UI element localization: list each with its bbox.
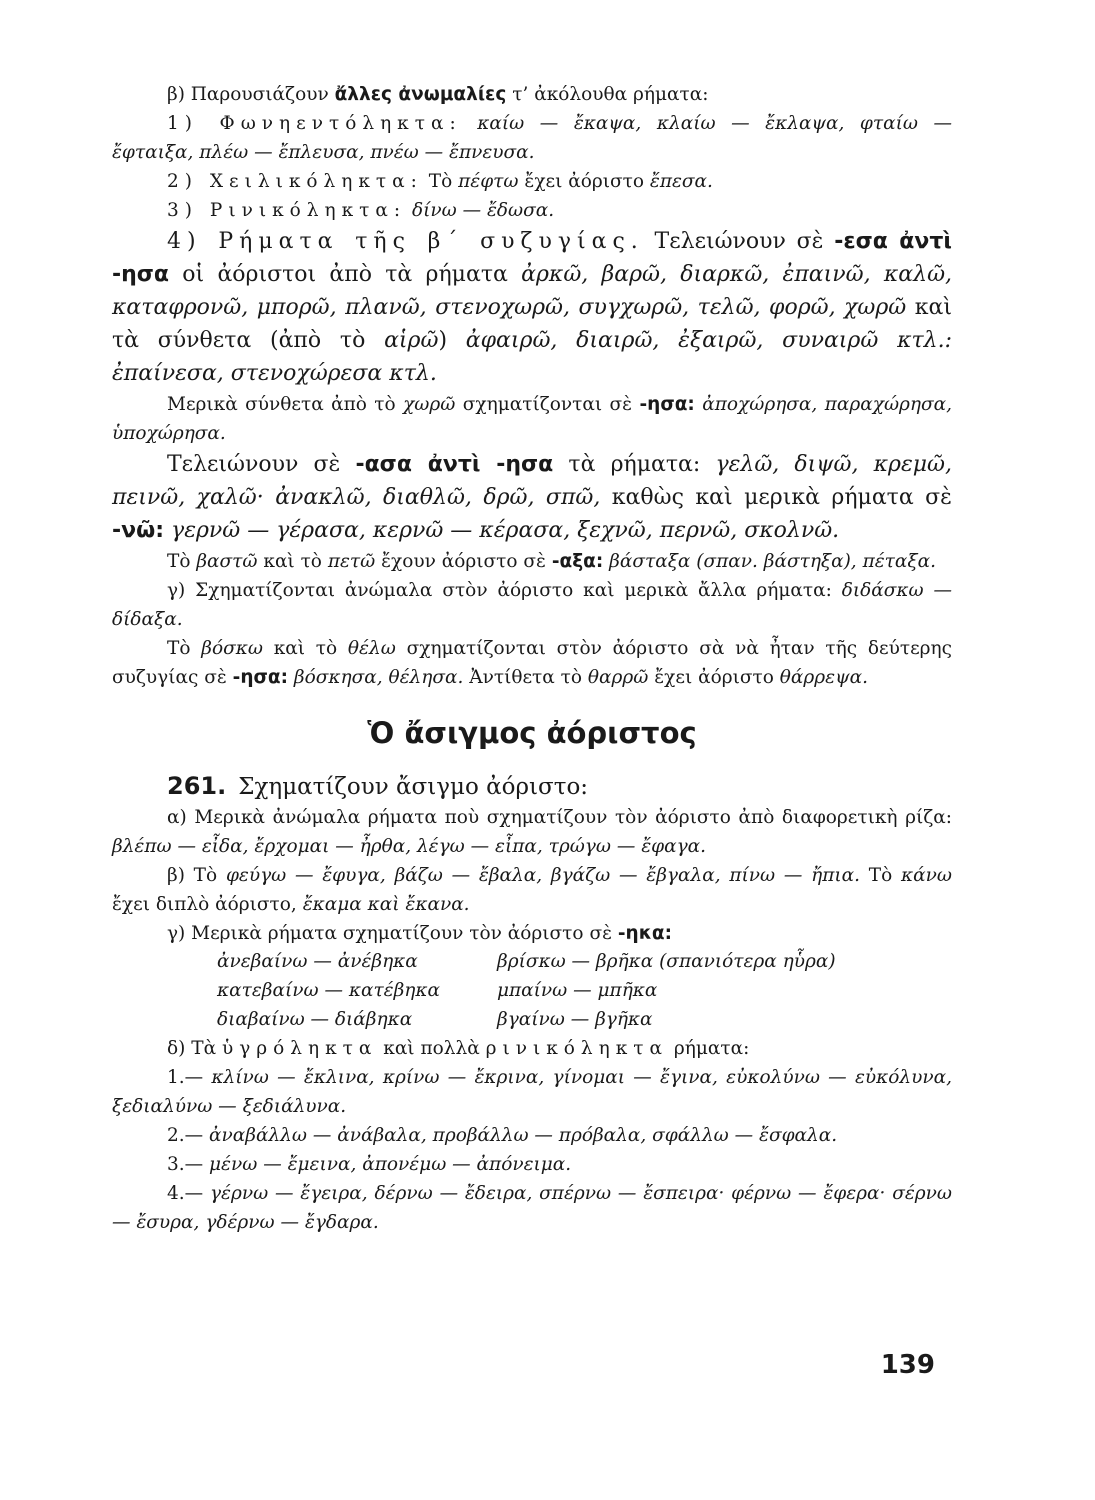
examples: κλίνω — ἔκλινα, κρίνω — ἔκρινα, γίνομαι — ἔγινα, εὐκολύνω — εὐκόλυνα, ξεδιαλύνω — ξεδιάλυνα. <box>112 1067 952 1117</box>
asa-paragraph <box>112 448 952 547</box>
pair-cell: βρίσκω — βρῆκα (σπανιότερα ηὗρα) <box>497 951 836 972</box>
list-number: 1.— <box>167 1067 204 1088</box>
section-261-title <box>112 772 952 803</box>
examples: βάσταξα (σπαν. βάστηξα), πέταξα. <box>603 551 936 572</box>
beta-item-4 <box>112 225 952 390</box>
beta-item-3 <box>112 196 952 225</box>
list-number: 4.— <box>167 1183 204 1204</box>
examples: βλέπω — εἶδα, ἔρχομαι — ἦρθα, λέγω — εἶπα, τρώγω — ἔφαγα. <box>112 836 707 857</box>
text: καὶ τὸ <box>262 638 348 659</box>
text: δ) Τὰ <box>167 1038 222 1059</box>
pair-cell: ἀνεβαίνω — ἀνέβηκα <box>217 951 418 972</box>
text: γ) Σχηματίζονται ἀνώμαλα στὸν ἀόριστο καὶ μερικὰ ἄλλα ρήματα: <box>167 580 842 601</box>
text: Τὸ <box>860 865 902 886</box>
item-heading: 3) Ρινικόληκτα: <box>167 200 407 221</box>
delta-list-2 <box>112 1121 952 1150</box>
text: Τὸ <box>167 638 202 659</box>
examples: μένω — ἔμεινα, ἀπονέμω — ἀπόνειμα. <box>203 1154 572 1175</box>
example: κάνω <box>901 865 952 886</box>
text: Τὸ <box>422 171 459 192</box>
text: ἔχει διπλὸ ἀόριστο, <box>112 894 303 915</box>
list-number: 3.— <box>167 1154 204 1175</box>
bold-term: -ηκα: <box>617 923 672 944</box>
example: θαρρῶ <box>587 667 649 688</box>
text: γ) Μερικὰ ρήματα σχηματίζουν τὸν ἀόριστο σὲ <box>167 923 618 944</box>
s261-delta <box>112 1034 952 1063</box>
gamma-paragraph <box>112 576 952 634</box>
text: α) Μερικὰ ἀνώμαλα ρήματα ποὺ σχηματίζουν τὸν ἀόριστο ἀπὸ διαφορετικὴ ρίζα: <box>167 807 952 828</box>
compounds-note <box>112 390 952 448</box>
bold-term: ἄλλες ἀνωμαλίες <box>334 84 507 105</box>
example: θέλω <box>347 638 396 659</box>
bold-term: -ησα: <box>639 394 695 415</box>
example: θάρρεψα. <box>779 667 868 688</box>
pair-cell: μπαίνω — μπῆκα <box>497 980 658 1001</box>
text: Μερικὰ σύνθετα ἀπὸ τὸ <box>167 394 404 415</box>
text: ἔχει ἀόριστο <box>648 667 780 688</box>
pair-cell: διαβαίνω — διάβηκα <box>217 1009 413 1030</box>
item-heading: 1) Φωνηεντόληκτα: <box>167 113 462 134</box>
examples: καίω — ἔκαψα, κλαίω — ἔκλαψα, φταίω — ἔφταιξα, πλέω — ἔπλευσα, πνέω — ἔπνευσα. <box>112 113 952 163</box>
text: σχηματίζονται στὸν ἀόριστο σὰ νὰ ἦταν τῆς δεύτερης συζυγίας σὲ <box>112 638 952 688</box>
example: βόσκω <box>201 638 263 659</box>
text: τ’ ἀκόλουθα ρήματα: <box>506 84 709 105</box>
bold-term: -αξα: <box>551 551 604 572</box>
example: πετῶ <box>327 551 376 572</box>
text: τὰ ρήματα: <box>553 452 716 477</box>
text: Τὸ <box>167 551 197 572</box>
item-heading: 4) Ρήματα τῆς β΄ συζυγίας. <box>167 229 644 254</box>
s261-alpha <box>112 803 952 861</box>
examples: ἀναβάλλω — ἀνάβαλα, προβάλλω — πρόβαλα, σφάλλω — ἔσφαλα. <box>203 1125 838 1146</box>
text: ἔχουν ἀόριστο σὲ <box>375 551 552 572</box>
examples: βόσκησα, θέλησα. <box>288 667 464 688</box>
axa-paragraph <box>112 547 952 576</box>
examples: γελῶ, διψῶ, κρεμῶ, πεινῶ, χαλῶ· ἀνακλῶ, διαθλῶ, δρῶ, σπῶ, <box>112 452 952 510</box>
text: ρήματα: <box>668 1038 750 1059</box>
examples: γέρνω — ἔγειρα, δέρνω — ἔδειρα, σπέρνω — ἔσπειρα· φέρνω — ἔφερα· σέρνω — ἔσυρα, γδέρνω — ἔγδαρα. <box>112 1183 952 1233</box>
page-number: 139 <box>880 1350 935 1380</box>
item-heading: 2) Χειλικόληκτα: <box>167 171 423 192</box>
beta-item-1 <box>112 109 952 167</box>
examples: ἀφαιρῶ, διαιρῶ, ἐξαιρῶ, συναιρῶ κτλ.: <box>465 328 953 353</box>
bold-term: -ησα: <box>232 667 289 688</box>
section-title: Σχηματίζουν ἄσιγμο ἀόριστο: <box>238 774 589 800</box>
example: αἱρῶ <box>384 328 439 353</box>
bold-term: -εσα <box>834 229 888 254</box>
examples: ἀποχώρησα, παραχώρησα, ὑποχώρησα. <box>112 394 952 444</box>
example: διδάσκω — δίδαξα. <box>112 580 953 630</box>
text: ἔχει ἀόριστο <box>518 171 650 192</box>
text: β) Τὸ <box>167 865 226 886</box>
examples: ἀρκῶ, βαρῶ, διαρκῶ, ἐπαινῶ, καλῶ, καταφρονῶ, μπορῶ, πλανῶ, στενοχωρῶ, συγχωρῶ, τελῶ, φορῶ, χωρῶ <box>112 262 953 320</box>
list-number: 2.— <box>167 1125 204 1146</box>
beta-item-2 <box>112 167 952 196</box>
text: Τελειώνουν σὲ <box>167 452 356 477</box>
s261-gamma <box>112 919 952 948</box>
example: πέφτω <box>458 171 519 192</box>
examples: δίνω — ἔδωσα. <box>406 200 555 221</box>
delta-list-4 <box>112 1179 952 1237</box>
text: σχηματίζονται σὲ <box>455 394 640 415</box>
examples: ἔκαμα καὶ ἔκανα. <box>302 894 470 915</box>
text: καὶ τὸ <box>257 551 328 572</box>
text: ) <box>438 328 466 353</box>
delta-list-3 <box>112 1150 952 1179</box>
spaced-term: ὑγρόληκτα <box>221 1038 378 1059</box>
vosko-paragraph <box>112 634 952 692</box>
text: οἱ ἀόριστοι ἀπὸ τὰ ρήματα <box>169 262 522 287</box>
pair-cell: βγαίνω — βγῆκα <box>497 1009 653 1030</box>
delta-list-1 <box>112 1063 952 1121</box>
text: καὶ πολλὰ <box>377 1038 486 1059</box>
bold-term: -νῶ: <box>112 518 165 543</box>
text: Τελειώνουν σὲ <box>643 229 835 254</box>
text: β) Παρουσιάζουν <box>167 84 335 105</box>
example: χωρῶ <box>403 394 456 415</box>
pair-cell: κατεβαίνω — κατέβηκα <box>217 980 441 1001</box>
bold-term: -ασα ἀντὶ -ησα <box>355 452 554 477</box>
section-number: 261. <box>167 772 227 800</box>
spaced-term: ρινικόληκτα <box>485 1038 669 1059</box>
examples: φεύγω — ἔφυγα, βάζω — ἔβαλα, βγάζω — ἔβγαλα, πίνω — ἤπια. <box>225 865 860 886</box>
example: ἔπεσα. <box>649 171 713 192</box>
bold-term: ἀντὶ -ησα <box>112 229 952 287</box>
examples: γερνῶ — γέρασα, κερνῶ — κέρασα, ξεχνῶ, περνῶ, σκολνῶ. <box>164 518 840 543</box>
example: βαστῶ <box>196 551 258 572</box>
text: καθὼς καὶ μερικὰ ρήματα σὲ <box>600 485 952 510</box>
beta-intro <box>112 80 952 109</box>
section-heading: Ὁ ἄσιγμος ἀόριστος <box>367 716 697 750</box>
text: καὶ τὰ σύνθετα (ἀπὸ τὸ <box>112 295 952 353</box>
verb-pairs-table <box>217 948 952 1034</box>
examples: ἐπαίνεσα, στενοχώρεσα κτλ. <box>112 361 437 386</box>
page-text <box>112 80 952 1237</box>
s261-beta <box>112 861 952 919</box>
text: Ἀντίθετα τὸ <box>463 667 588 688</box>
